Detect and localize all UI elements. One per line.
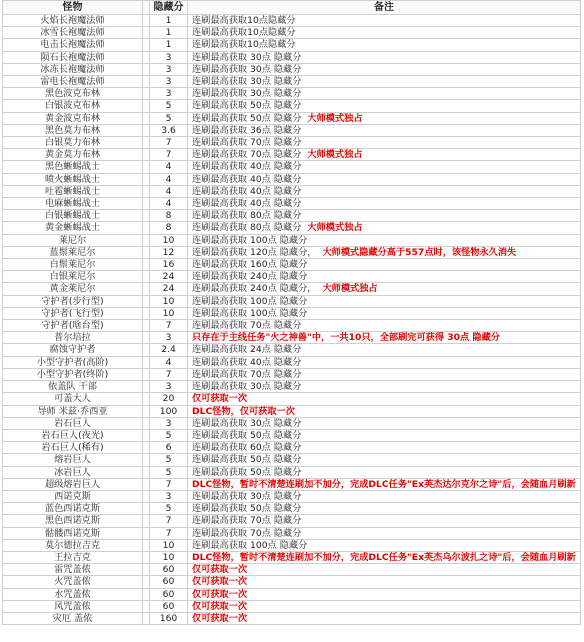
monster-name: 小型守护者(高阶) bbox=[3, 356, 143, 368]
note-highlight: 仅可获取一次 bbox=[192, 600, 248, 612]
table-row bbox=[3, 210, 581, 222]
note-cell bbox=[188, 527, 581, 539]
note-cell bbox=[188, 112, 581, 124]
note-cell bbox=[188, 39, 581, 51]
note-cell bbox=[188, 551, 581, 563]
hidden-score: 24 bbox=[150, 283, 188, 295]
note-cell bbox=[188, 27, 581, 39]
note-text: 连刷最高获取 160点 隐藏分 bbox=[192, 259, 308, 271]
monster-name: 电击长袍魔法师 bbox=[3, 39, 143, 51]
note-cell bbox=[188, 88, 581, 100]
note-highlight: 仅可获取一次 bbox=[192, 576, 248, 588]
monster-name: 可盖大人 bbox=[3, 393, 143, 405]
note-text: 连刷最高获取 70点 隐藏分 bbox=[192, 320, 302, 332]
monster-name: 黑色蜥蜴战士 bbox=[3, 161, 143, 173]
note-highlight: 大师模式独占 bbox=[322, 283, 378, 295]
table-row bbox=[3, 149, 581, 161]
monster-name: 黄金莱尼尔 bbox=[3, 283, 143, 295]
monster-name: 黑色莫力布林 bbox=[3, 124, 143, 136]
hidden-score: 3 bbox=[150, 381, 188, 393]
header-monster: 怪物 bbox=[3, 1, 143, 15]
hidden-score: 7 bbox=[150, 368, 188, 380]
monster-name: 白银莫力布林 bbox=[3, 137, 143, 149]
hidden-score: 60 bbox=[150, 576, 188, 588]
note-text: 连刷最高获取 100点 隐藏分 bbox=[192, 307, 308, 319]
note-text: 连刷最高获取 40点 隐藏分 bbox=[192, 356, 302, 368]
note-text: 连刷最高获取 30点 隐藏分 bbox=[192, 417, 302, 429]
monster-name: 白鬃莱尼尔 bbox=[3, 259, 143, 271]
monster-score-table bbox=[2, 0, 581, 625]
hidden-score: 7 bbox=[150, 527, 188, 539]
hidden-score: 8 bbox=[150, 222, 188, 234]
note-cell bbox=[188, 490, 581, 502]
note-cell bbox=[188, 198, 581, 210]
hidden-score: 6 bbox=[150, 442, 188, 454]
table-row bbox=[3, 576, 581, 588]
monster-name: 雷咒盖侬 bbox=[3, 564, 143, 576]
monster-name: 岩石巨人(夜光) bbox=[3, 429, 143, 441]
hidden-score: 1 bbox=[150, 15, 188, 27]
monster-name: 守护者(啥台型) bbox=[3, 320, 143, 332]
monster-name: 喷火蜥蜴战士 bbox=[3, 173, 143, 185]
note-cell bbox=[188, 271, 581, 283]
note-cell bbox=[188, 137, 581, 149]
table-row bbox=[3, 539, 581, 551]
table-row bbox=[3, 259, 581, 271]
hidden-score: 3 bbox=[150, 51, 188, 63]
hidden-score: 10 bbox=[150, 234, 188, 246]
note-text: 连刷最高获取 50点 隐藏分 bbox=[192, 503, 302, 515]
table-row bbox=[3, 15, 581, 27]
table-row bbox=[3, 124, 581, 136]
note-highlight: 大师模式独占 bbox=[307, 112, 363, 124]
note-highlight: DLC怪物，暂时不清楚连刷加不加分，完成DLC任务"Ex英杰乌尔波扎之诗"后，会随血月刷新 bbox=[192, 551, 576, 563]
hidden-score: 7 bbox=[150, 149, 188, 161]
note-text: 连刷最高获取 100点 隐藏分 bbox=[192, 295, 308, 307]
note-cell bbox=[188, 576, 581, 588]
note-cell bbox=[188, 63, 581, 75]
monster-name: 黑色西诺克斯 bbox=[3, 515, 143, 527]
monster-name: 白银莱尼尔 bbox=[3, 271, 143, 283]
note-cell bbox=[188, 222, 581, 234]
note-cell bbox=[188, 295, 581, 307]
note-text: 连刷最高获取 30点 隐藏分 bbox=[192, 63, 302, 75]
monster-name: 灾厄 盖侬 bbox=[3, 612, 143, 624]
table-row bbox=[3, 515, 581, 527]
monster-name: 冰雪长袍魔法师 bbox=[3, 27, 143, 39]
note-text: 连刷最高获取 80点 隐藏分 bbox=[192, 210, 302, 222]
note-cell bbox=[188, 161, 581, 173]
hidden-score: 100 bbox=[150, 405, 188, 417]
hidden-score: 5 bbox=[150, 429, 188, 441]
note-highlight: 仅可获取一次 bbox=[192, 564, 248, 576]
hidden-score: 10 bbox=[150, 307, 188, 319]
table-row bbox=[3, 100, 581, 112]
hidden-score: 3 bbox=[150, 63, 188, 75]
table-row bbox=[3, 393, 581, 405]
note-highlight: 大师模式独占 bbox=[307, 149, 363, 161]
note-text: 连刷最高获取 70点 隐藏分 bbox=[192, 527, 302, 539]
note-text: 连刷最高获取 50点 隐藏分 bbox=[192, 454, 302, 466]
table-row bbox=[3, 295, 581, 307]
table-row bbox=[3, 344, 581, 356]
note-text: 连刷最高获取 120点 隐藏分， bbox=[192, 246, 317, 258]
table-row bbox=[3, 503, 581, 515]
table-row bbox=[3, 173, 581, 185]
note-cell bbox=[188, 344, 581, 356]
note-text: 连刷最高获取 50点 隐藏分 bbox=[192, 429, 302, 441]
note-cell bbox=[188, 259, 581, 271]
hidden-score: 24 bbox=[150, 271, 188, 283]
hidden-score: 7 bbox=[150, 320, 188, 332]
monster-name: 水咒盖侬 bbox=[3, 588, 143, 600]
hidden-score: 1 bbox=[150, 39, 188, 51]
monster-name: 莱尼尔 bbox=[3, 234, 143, 246]
monster-name: 岩石巨人(稀有) bbox=[3, 442, 143, 454]
monster-name: 普尔培拉 bbox=[3, 332, 143, 344]
note-cell bbox=[188, 442, 581, 454]
table-row bbox=[3, 185, 581, 197]
table-row bbox=[3, 612, 581, 624]
table-row bbox=[3, 551, 581, 563]
table-row bbox=[3, 161, 581, 173]
note-cell bbox=[188, 307, 581, 319]
table-row bbox=[3, 222, 581, 234]
note-text: 连刷最高获取 100点 隐藏分 bbox=[192, 539, 308, 551]
note-cell bbox=[188, 15, 581, 27]
hidden-score: 5 bbox=[150, 466, 188, 478]
monster-name: 黄金波克布林 bbox=[3, 112, 143, 124]
table-row bbox=[3, 76, 581, 88]
note-cell bbox=[188, 100, 581, 112]
note-cell bbox=[188, 246, 581, 258]
note-cell bbox=[188, 210, 581, 222]
note-cell bbox=[188, 539, 581, 551]
hidden-score: 160 bbox=[150, 612, 188, 624]
table-row bbox=[3, 27, 581, 39]
note-text: 连刷最高获取10点隐藏分 bbox=[192, 15, 296, 26]
monster-name: 火焰长袍魔法师 bbox=[3, 15, 143, 27]
hidden-score: 3 bbox=[150, 490, 188, 502]
monster-name: 白银波克布林 bbox=[3, 100, 143, 112]
note-text: 连刷最高获取 30点 隐藏分 bbox=[192, 88, 302, 100]
note-highlight: 仅可获取一次 bbox=[192, 393, 248, 405]
hidden-score: 3.6 bbox=[150, 124, 188, 136]
note-text: 连刷最高获取 80点 隐藏分 bbox=[192, 222, 302, 234]
hidden-score: 10 bbox=[150, 539, 188, 551]
hidden-score: 3 bbox=[150, 417, 188, 429]
note-cell bbox=[188, 124, 581, 136]
monster-name: 蓝鬃莱尼尔 bbox=[3, 246, 143, 258]
table-row bbox=[3, 246, 581, 258]
note-highlight: 大师模式独占 bbox=[307, 222, 363, 234]
monster-name: 依盖队 干部 bbox=[3, 381, 143, 393]
note-text: 连刷最高获取 40点 隐藏分 bbox=[192, 185, 302, 197]
note-cell bbox=[188, 417, 581, 429]
table-row bbox=[3, 39, 581, 51]
monster-name: 电麻蜥蜴战士 bbox=[3, 198, 143, 210]
note-cell bbox=[188, 503, 581, 515]
monster-name: 王拉吉克 bbox=[3, 551, 143, 563]
note-text: 连刷最高获取 100点 隐藏分 bbox=[192, 234, 308, 246]
note-cell bbox=[188, 173, 581, 185]
monster-name: 小型守护者(终阶) bbox=[3, 368, 143, 380]
note-text: 连刷最高获取 240点 隐藏分， bbox=[192, 283, 317, 295]
monster-name: 冰岩巨人 bbox=[3, 466, 143, 478]
hidden-score: 60 bbox=[150, 588, 188, 600]
note-text: 连刷最高获取 50点 隐藏分 bbox=[192, 100, 302, 112]
hidden-score: 1 bbox=[150, 27, 188, 39]
monster-name: 火咒盖侬 bbox=[3, 576, 143, 588]
table-row bbox=[3, 283, 581, 295]
note-text: 连刷最高获取10点隐藏分 bbox=[192, 39, 296, 51]
table-row bbox=[3, 112, 581, 124]
note-cell bbox=[188, 612, 581, 624]
table-row bbox=[3, 600, 581, 612]
note-text: 连刷最高获取 40点 隐藏分 bbox=[192, 161, 302, 173]
note-cell bbox=[188, 356, 581, 368]
note-cell bbox=[188, 76, 581, 88]
monster-name: 黄金蜥蜴战士 bbox=[3, 222, 143, 234]
note-cell bbox=[188, 368, 581, 380]
monster-name: 熔岩巨人 bbox=[3, 454, 143, 466]
hidden-score: 4 bbox=[150, 198, 188, 210]
hidden-score: 60 bbox=[150, 564, 188, 576]
table-row bbox=[3, 454, 581, 466]
note-cell bbox=[188, 588, 581, 600]
table-row bbox=[3, 307, 581, 319]
note-text: 连刷最高获取 60点 隐藏分 bbox=[192, 442, 302, 454]
hidden-score: 7 bbox=[150, 515, 188, 527]
note-cell bbox=[188, 405, 581, 417]
note-cell bbox=[188, 332, 581, 344]
monster-name: 腐蚀守护者 bbox=[3, 344, 143, 356]
note-text: 连刷最高获取 36点 隐藏分 bbox=[192, 124, 302, 136]
monster-name: 黄金莫力布林 bbox=[3, 149, 143, 161]
note-cell bbox=[188, 454, 581, 466]
hidden-score: 5 bbox=[150, 112, 188, 124]
table-row bbox=[3, 405, 581, 417]
hidden-score: 5 bbox=[150, 454, 188, 466]
table-row bbox=[3, 88, 581, 100]
note-text: 连刷最高获取 50点 隐藏分 bbox=[192, 466, 302, 478]
monster-name: 守护者(飞行型) bbox=[3, 307, 143, 319]
hidden-score: 60 bbox=[150, 600, 188, 612]
note-text: 连刷最高获取 70点 隐藏分 bbox=[192, 137, 302, 149]
table-row bbox=[3, 234, 581, 246]
note-cell bbox=[188, 466, 581, 478]
monster-name: 吐雹蜥蜴战士 bbox=[3, 185, 143, 197]
monster-name: 守护者(步行型) bbox=[3, 295, 143, 307]
table-row bbox=[3, 356, 581, 368]
hidden-score: 7 bbox=[150, 137, 188, 149]
table-row bbox=[3, 320, 581, 332]
hidden-score: 2.4 bbox=[150, 344, 188, 356]
table-row bbox=[3, 51, 581, 63]
note-cell bbox=[188, 234, 581, 246]
note-highlight: DLC怪物，仅可获取一次 bbox=[192, 405, 295, 417]
note-cell bbox=[188, 478, 581, 490]
note-text: 连刷最高获取 30点 隐藏分 bbox=[192, 76, 302, 88]
monster-name: 导师 米兹·乔西亚 bbox=[3, 405, 143, 417]
monster-name: 西诺克斯 bbox=[3, 490, 143, 502]
table-row bbox=[3, 198, 581, 210]
note-cell bbox=[188, 149, 581, 161]
table-row bbox=[3, 429, 581, 441]
table-row bbox=[3, 381, 581, 393]
note-highlight: 大师模式隐藏分高于557点时，该怪物永久消失 bbox=[322, 246, 517, 258]
note-cell bbox=[188, 564, 581, 576]
note-cell bbox=[188, 283, 581, 295]
note-text: 连刷最高获取 70点 隐藏分 bbox=[192, 149, 302, 161]
note-text: 连刷最高获取 40点 隐藏分 bbox=[192, 173, 302, 185]
note-text: 连刷最高获取 40点 隐藏分 bbox=[192, 198, 302, 210]
note-text: 连刷最高获取 30点 隐藏分 bbox=[192, 490, 302, 502]
monster-name: 岩石巨人 bbox=[3, 417, 143, 429]
monster-name: 蓝色西诺克斯 bbox=[3, 503, 143, 515]
hidden-score: 12 bbox=[150, 246, 188, 258]
table-row bbox=[3, 368, 581, 380]
table-row bbox=[3, 527, 581, 539]
note-cell bbox=[188, 51, 581, 63]
monster-name: 黑色波克布林 bbox=[3, 88, 143, 100]
hidden-score: 10 bbox=[150, 551, 188, 563]
table-row bbox=[3, 564, 581, 576]
header-score: 隐藏分 bbox=[150, 1, 188, 15]
note-highlight: DLC怪物，暂时不清楚连刷加不加分，完成DLC任务"Ex英杰达尔克尔之诗"后，会随血月刷新 bbox=[192, 478, 576, 490]
monster-name: 骷髅西诺克斯 bbox=[3, 527, 143, 539]
note-cell bbox=[188, 393, 581, 405]
note-text: 连刷最高获取 240点 隐藏分 bbox=[192, 271, 308, 283]
header-note: 备注 bbox=[188, 1, 581, 15]
note-cell bbox=[188, 515, 581, 527]
monster-name: 白银蜥蜴战士 bbox=[3, 210, 143, 222]
note-text: 连刷最高获取 50点 隐藏分 bbox=[192, 112, 302, 124]
table-row bbox=[3, 588, 581, 600]
table-row bbox=[3, 490, 581, 502]
note-cell bbox=[188, 185, 581, 197]
note-highlight: 仅可获取一次 bbox=[192, 588, 248, 600]
table-row bbox=[3, 442, 581, 454]
note-cell bbox=[188, 320, 581, 332]
note-cell bbox=[188, 381, 581, 393]
hidden-score: 5 bbox=[150, 100, 188, 112]
hidden-score: 3 bbox=[150, 88, 188, 100]
table-row bbox=[3, 466, 581, 478]
hidden-score: 8 bbox=[150, 210, 188, 222]
hidden-score: 3 bbox=[150, 332, 188, 344]
hidden-score: 10 bbox=[150, 295, 188, 307]
table-row bbox=[3, 137, 581, 149]
note-highlight: 仅可获取一次 bbox=[192, 612, 248, 624]
hidden-score: 20 bbox=[150, 393, 188, 405]
hidden-score: 4 bbox=[150, 173, 188, 185]
monster-name: 风咒盖侬 bbox=[3, 600, 143, 612]
table-row bbox=[3, 478, 581, 490]
monster-name: 冰冻长袍魔法师 bbox=[3, 63, 143, 75]
table-row bbox=[3, 271, 581, 283]
hidden-score: 4 bbox=[150, 185, 188, 197]
monster-name: 陨石长袍魔法师 bbox=[3, 51, 143, 63]
table-row bbox=[3, 63, 581, 75]
note-cell bbox=[188, 600, 581, 612]
hidden-score: 16 bbox=[150, 259, 188, 271]
hidden-score: 3 bbox=[150, 76, 188, 88]
monster-name: 雷电长袍魔法师 bbox=[3, 76, 143, 88]
hidden-score: 5 bbox=[150, 503, 188, 515]
note-text: 连刷最高获取 70点 隐藏分 bbox=[192, 515, 302, 527]
header-row bbox=[3, 1, 581, 15]
table-row bbox=[3, 417, 581, 429]
monster-name: 莫尔德拉吉克 bbox=[3, 539, 143, 551]
note-text: 连刷最高获取 24点 隐藏分 bbox=[192, 344, 302, 356]
monster-name: 超级熔岩巨人 bbox=[3, 478, 143, 490]
hidden-score: 4 bbox=[150, 356, 188, 368]
note-text: 连刷最高获取 70点 隐藏分 bbox=[192, 368, 302, 380]
table-row bbox=[3, 332, 581, 344]
note-text: 连刷最高获取 30点 隐藏分 bbox=[192, 381, 302, 393]
note-text: 连刷最高获取10点隐藏分 bbox=[192, 27, 296, 39]
hidden-score: 4 bbox=[150, 161, 188, 173]
note-cell bbox=[188, 429, 581, 441]
note-highlight: 只存在于主线任务"火之神兽"中，一共10只，全部刷完可获得 30点 隐藏分 bbox=[192, 332, 500, 344]
hidden-score: 7 bbox=[150, 478, 188, 490]
note-text: 连刷最高获取 30点 隐藏分 bbox=[192, 51, 302, 63]
